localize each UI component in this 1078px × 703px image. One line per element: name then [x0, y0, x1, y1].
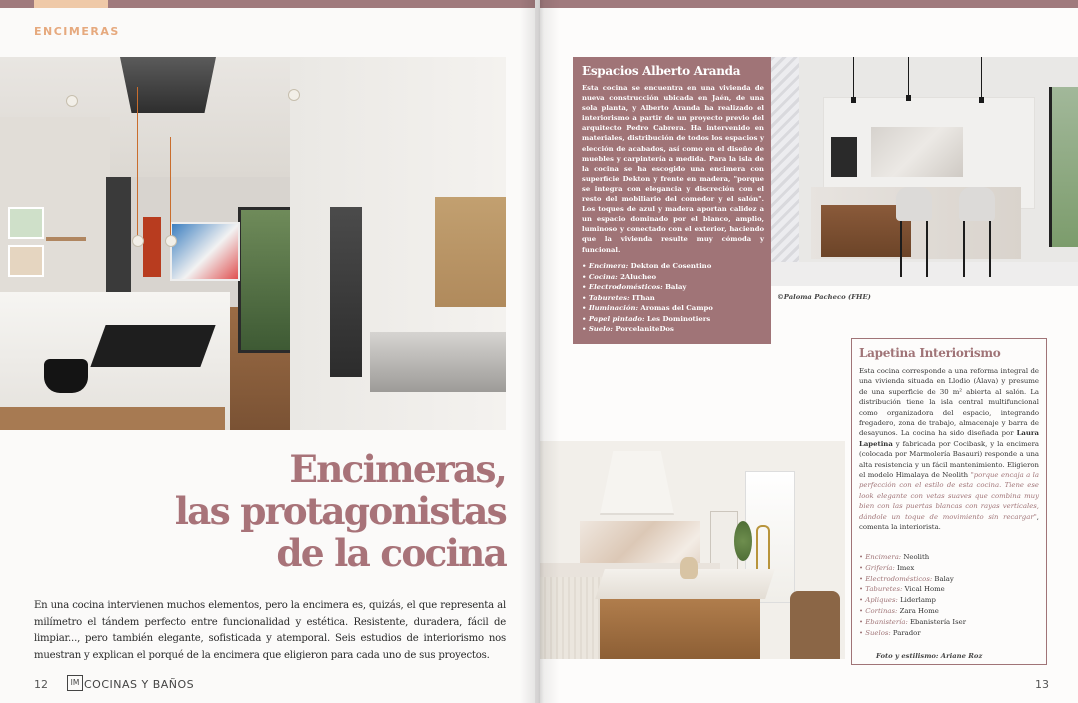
- spec-item: • Iluminación: Aromas del Campo: [582, 303, 764, 314]
- top-bar-accent: [34, 0, 108, 8]
- spec-item: • Electrodomésticos: Balay: [582, 282, 764, 293]
- spec-item: • Suelo: PorcelaniteDos: [582, 324, 764, 335]
- spec-item: • Encimera: Neolith: [859, 552, 1039, 563]
- left-page: [0, 0, 535, 703]
- spec-item: • Ebanistería: Ebanistería Iser: [859, 617, 1039, 628]
- right-page: [540, 0, 1078, 703]
- lapetina-specs: [859, 552, 1039, 638]
- spec-item: • Electrodomésticos: Balay: [859, 574, 1039, 585]
- section-label: ENCIMERAS: [34, 25, 120, 38]
- spec-item: • Cocina: 2Alucheo: [582, 272, 764, 283]
- intro-paragraph: En una cocina intervienen muchos elementos, pero la encimera es, quizás, el que representa al milímetro el tándem perfecto entre funcionalidad y estética. Resistente, duradera, fácil de limpiar..., pero también elegante, sofisticada y atemporal. Seis estudios de interiorismo nos muestran y explican el porqué de la encimera que eligieron para cada uno de sus proyectos.: [34, 600, 506, 661]
- spec-item: • Grifería: Imex: [859, 563, 1039, 574]
- headline-line-2: las protagonistas: [174, 489, 506, 533]
- spec-item: • Papel pintado: Les Dominotiers: [582, 314, 764, 325]
- aranda-box: [573, 57, 771, 344]
- spec-item: • Apliques: Liderlamp: [859, 595, 1039, 606]
- aranda-specs: [582, 261, 764, 335]
- photo-credit-top: ©Paloma Pacheco (FHE): [777, 293, 871, 301]
- lapetina-box: [851, 338, 1047, 665]
- spec-item: • Taburetes: Vical Home: [859, 584, 1039, 595]
- headline-line-1: Encimeras,: [289, 447, 506, 491]
- spec-item: • Taburetes: IThan: [582, 293, 764, 304]
- headline: [100, 448, 506, 574]
- lapetina-title: Lapetina Interiorismo: [859, 346, 1001, 360]
- aranda-body: Esta cocina se encuentra en una vivienda de nueva construcción ubicada en Jaén, de una sola planta, y Alberto Aranda ha realizado el interiorismo a partir de un proyecto previo del arquitecto Pedro Cabrera. Ha intervenido en materiales, distribución de todos los espacios y elección de acabados, así como en el diseño de muebles y carpintería a medida. Para la isla de la cocina se ha escogido una encimera con superficie Dekton y frente en madera, "porque se integra con elegancia y discreción con el resto del mobiliario del comedor y el salón". Los toques de azul y madera aportan calidez a un espacio dominado por el blanco, amplio, luminoso y conectado con el exterior, haciendo que la vivienda resulte muy cómoda y funcional.: [582, 84, 764, 254]
- kitchen-photo-lapetina: [540, 441, 845, 659]
- aranda-title: Espacios Alberto Aranda: [582, 64, 741, 78]
- page-number-right: 13: [1035, 678, 1049, 691]
- kitchen-photo-main: [0, 57, 506, 430]
- spec-item: • Suelos: Parador: [859, 628, 1039, 639]
- magazine-name: COCINAS Y BAÑOS: [84, 678, 195, 691]
- photo-credit-bottom: Foto y estilismo: Ariane Roz: [876, 652, 983, 660]
- magazine-logo: IM: [67, 675, 83, 691]
- lapetina-body: Esta cocina corresponde a una reforma integral de una vivienda situada en Llodio (Álava) y presume de una superficie de 30 m² abierta al salón. La distribución tiene la isla central multifuncional como organizadora del espacio, integrando fregadero, zona de trabajo, almacenaje y barra de desayunos. La cocina ha sido diseñada por Laura Lapetina y fabricada por Cocibask, y la encimera (colocada por Marmolería Basauri) responde a una alta resistencia y un fácil mantenimiento. Eligieron el modelo Himalaya de Neolith "porque encaja a la perfección con el estilo de esta cocina. Tiene ese look elegante con vetas suaves que combina muy bien con las puertas blancas con rayas verticales, dándole un toque de movimiento sin recargar", comenta la interiorista.: [859, 367, 1039, 532]
- page-number-left: 12: [34, 678, 48, 691]
- headline-line-3: de la cocina: [276, 531, 506, 575]
- kitchen-photo-aranda: [771, 57, 1078, 286]
- spec-item: • Encimera: Dekton de Cosentino: [582, 261, 764, 272]
- top-bar-right: [540, 0, 1078, 8]
- spec-item: • Cortinas: Zara Home: [859, 606, 1039, 617]
